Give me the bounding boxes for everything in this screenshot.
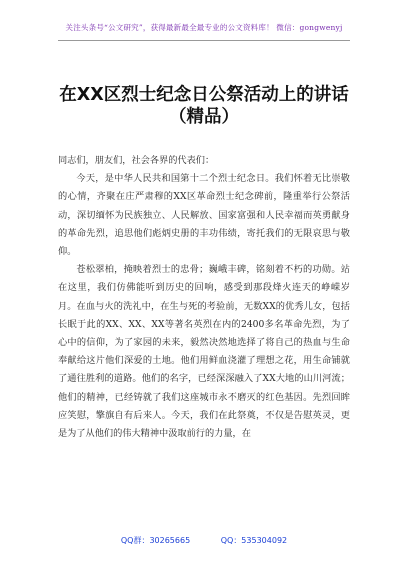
- footer-qq: QQ：535304092: [220, 536, 288, 545]
- paragraph: 苍松翠柏，掩映着烈士的忠骨；巍峨丰碑，铭刻着不朽的功勋。站在这里，我们仿佛能听到历史的回响，感受到那段烽火连天的峥嵘岁月。在血与火的洗礼中，在生与死的考验前，无数XX的优秀儿女，包括长眠于此的XX、XX、XX等著名英烈在内的2400多名革命先烈，为了心中的信仰，为了家园的未来，毅然决然地选择了将自己的热血与生命奉献给这片他们深爱的土地。他们用鲜血浇灌了理想之花，用生命铺就了通往胜利的道路。他们的名字，已经深深融入了XX大地的山川河流；他们的精神，已经铸就了我们这座城市永不磨灭的红色基因。先烈回眸应笑慰，擎旗自有后来人。今天，我们在此祭奠，不仅是告慰英灵，更是为了从他们的伟大精神中汲取前行的力量，在: [58, 264, 350, 440]
- footer: [0, 535, 408, 546]
- title-line-1: 在XX区烈士纪念日公祭活动上的讲话: [59, 85, 349, 105]
- document-body: [58, 152, 350, 443]
- title-line-2: （精品）: [169, 107, 239, 127]
- header-notice: 关注头条号“公文研究”，获得最新最全最专业的公文资料库！ 微信：gongwenyj: [65, 23, 343, 32]
- paragraph: 今天，是中华人民共和国第十二个烈士纪念日。我们怀着无比崇敬的心情，齐聚在庄严肃穆的XX区革命烈士纪念碑前，隆重举行公祭活动，深切缅怀为民族独立、人民解放、国家富强和人民幸福而英勇献身的革命先烈，追思他们彪炳史册的丰功伟绩，寄托我们的无限哀思与敬仰。: [58, 173, 350, 258]
- footer-qq-group: QQ群：30265665: [120, 536, 191, 545]
- header-divider: [58, 40, 350, 41]
- document-title: [0, 84, 408, 128]
- salutation: 同志们，朋友们，社会各界的代表们：: [58, 155, 215, 166]
